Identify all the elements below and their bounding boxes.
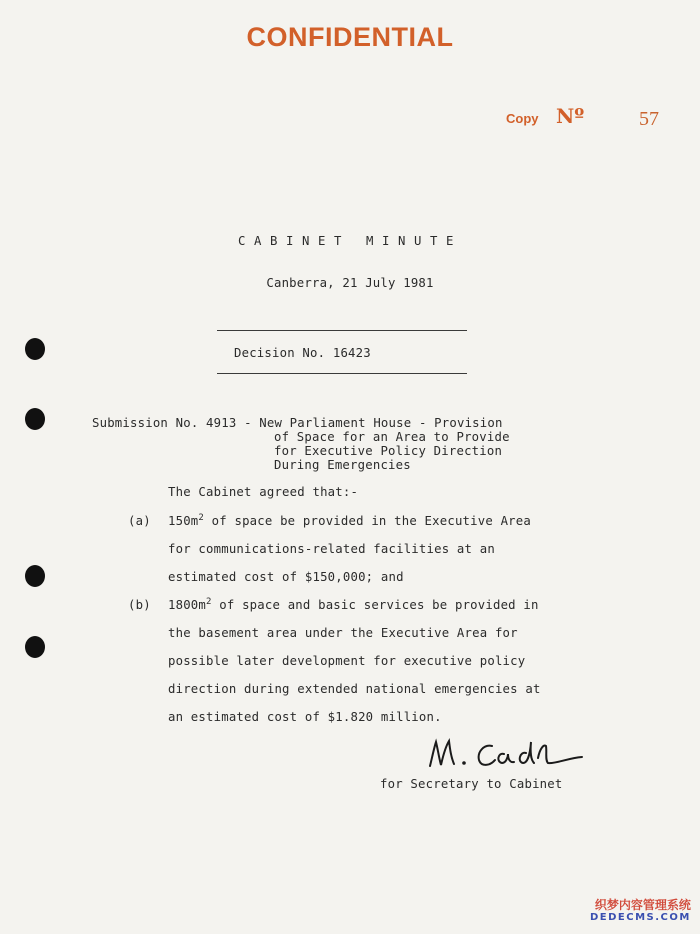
item-b-line: the basement area under the Executive Area for [168, 626, 518, 640]
submission-line: Submission No. 4913 - New Parliament House - Provision [92, 416, 503, 430]
document-heading: CABINET MINUTE [237, 234, 463, 248]
decision-number: Decision No. 16423 [234, 346, 371, 360]
binder-hole [25, 565, 45, 587]
decision-rule-top [217, 330, 467, 331]
item-a-line [168, 514, 531, 528]
item-b-label: (b) [128, 598, 151, 612]
item-b-line: direction during extended national emergencies at [168, 682, 541, 696]
item-a-label: (a) [128, 514, 151, 528]
item-b-amount: 1800m [168, 598, 207, 612]
binder-hole [25, 408, 45, 430]
item-a-amount: 150m [168, 514, 199, 528]
signature-caption: for Secretary to Cabinet [380, 777, 563, 791]
item-b-text: of space and basic services be provided in [211, 598, 539, 612]
item-b-superscript: 2 [206, 597, 212, 607]
binder-hole [25, 338, 45, 360]
submission-line: During Emergencies [274, 458, 411, 472]
site-watermark [590, 898, 691, 924]
item-b-line [168, 598, 539, 612]
handwritten-signature [426, 736, 586, 778]
place-date: Canberra, 21 July 1981 [266, 276, 434, 290]
watermark-line-1: 织梦内容管理系统 [594, 898, 691, 912]
item-b-line: an estimated cost of $1.820 million. [168, 710, 442, 724]
copy-number: 57 [639, 108, 659, 130]
submission-line: for Executive Policy Direction [274, 444, 503, 458]
item-a-text: of space be provided in the Executive Area [204, 514, 531, 528]
item-a-superscript: 2 [198, 513, 205, 523]
copy-number-mark: Nº [556, 104, 585, 128]
binder-hole [25, 636, 45, 658]
item-b-line: possible later development for executive policy [168, 654, 526, 668]
agreed-statement: The Cabinet agreed that:- [168, 485, 359, 499]
item-a-line: for communications-related facilities at an [168, 542, 495, 556]
item-a-line: estimated cost of $150,000; and [168, 570, 404, 584]
classification-stamp: CONFIDENTIAL [246, 22, 454, 52]
watermark-line-2: DEDECMS.COM [590, 912, 691, 923]
copy-label: Copy [506, 111, 539, 126]
submission-line: of Space for an Area to Provide [274, 430, 510, 444]
decision-rule-bottom [217, 373, 467, 374]
